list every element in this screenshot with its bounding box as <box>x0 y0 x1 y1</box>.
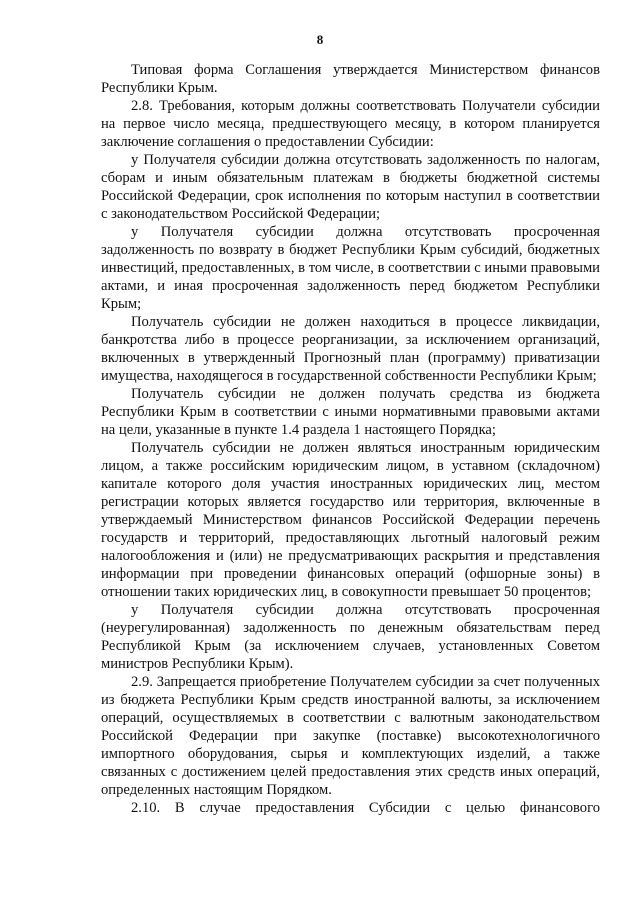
paragraph-overdue-debt: у Получателя субсидии должна отсутствовать просроченная задолженность по возврату в бюджет Республики Крым субсидий, бюджетных инвестиций, предоставленных, в том числе, в соответствии с иными правовыми актами, и иная просроченная задолженность перед бюджетом Республики Крым; <box>101 224 600 312</box>
document-body <box>101 61 600 817</box>
paragraph-standard-form: Типовая форма Соглашения утверждается Министерством финансов Республики Крым. <box>101 62 600 96</box>
paragraph-2-8-requirements: 2.8. Требования, которым должны соответствовать Получатели субсидии на первое число месяца, предшествующего месяцу, в котором планируется заключение соглашения о предоставлении Субсидии: <box>101 98 600 150</box>
paragraph-2-9-currency: 2.9. Запрещается приобретение Получателем субсидии за счет полученных из бюджета Республики Крым средств иностранной валюты, за исключением операций, осуществляемых в соответствии с валютным законодательством Российской Федерации при закупке (поставке) высокотехнологичного импортного оборудования, сырья и комплектующих изделий, а также связанных с достижением целей предоставления этих средств иных операций, определенных настоящим Порядком. <box>101 674 600 798</box>
paragraph-unsettled-debt: у Получателя субсидии должна отсутствовать просроченная (неурегулированная) задолженность по денежным обязательствам перед Республикой Крым (за исключением случаев, установленных Советом министров Республики Крым). <box>101 602 600 672</box>
paragraph-2-10-start: 2.10. В случае предоставления Субсидии с целью финансового <box>131 800 600 816</box>
paragraph-tax-debt: у Получателя субсидии должна отсутствовать задолженность по налогам, сборам и иным обязательным платежам в бюджеты бюджетной системы Российской Федерации, срок исполнения по которым наступил в соответствии с законодательством Российской Федерации; <box>101 152 600 222</box>
paragraph-other-funds: Получатель субсидии не должен получать средства из бюджета Республики Крым в соответствии с иными нормативными правовыми актами на цели, указанные в пункте 1.4 раздела 1 настоящего Порядка; <box>101 386 600 438</box>
page-number: 8 <box>316 32 324 47</box>
paragraph-liquidation: Получатель субсидии не должен находиться в процессе ликвидации, банкротства либо в процессе реорганизации, за исключением организаций, включенных в утвержденный Прогнозный план (программу) приватизации имущества, находящегося в государственной собственности Республики Крым; <box>101 314 600 384</box>
paragraph-foreign-entity: Получатель субсидии не должен являться иностранным юридическим лицом, а также российским юридическим лицом, в уставном (складочном) капитале которого доля участия иностранных юридических лиц, местом регистрации которых является государство или территория, включенные в утверждаемый Министерством финансов Российской Федерации перечень государств и территорий, предоставляющих льготный налоговый режим налогообложения и (или) не предусматривающих раскрытия и представления информации при проведении финансовых операций (офшорные зоны) в отношении таких юридических лиц, в совокупности превышает 50 процентов; <box>101 440 600 600</box>
